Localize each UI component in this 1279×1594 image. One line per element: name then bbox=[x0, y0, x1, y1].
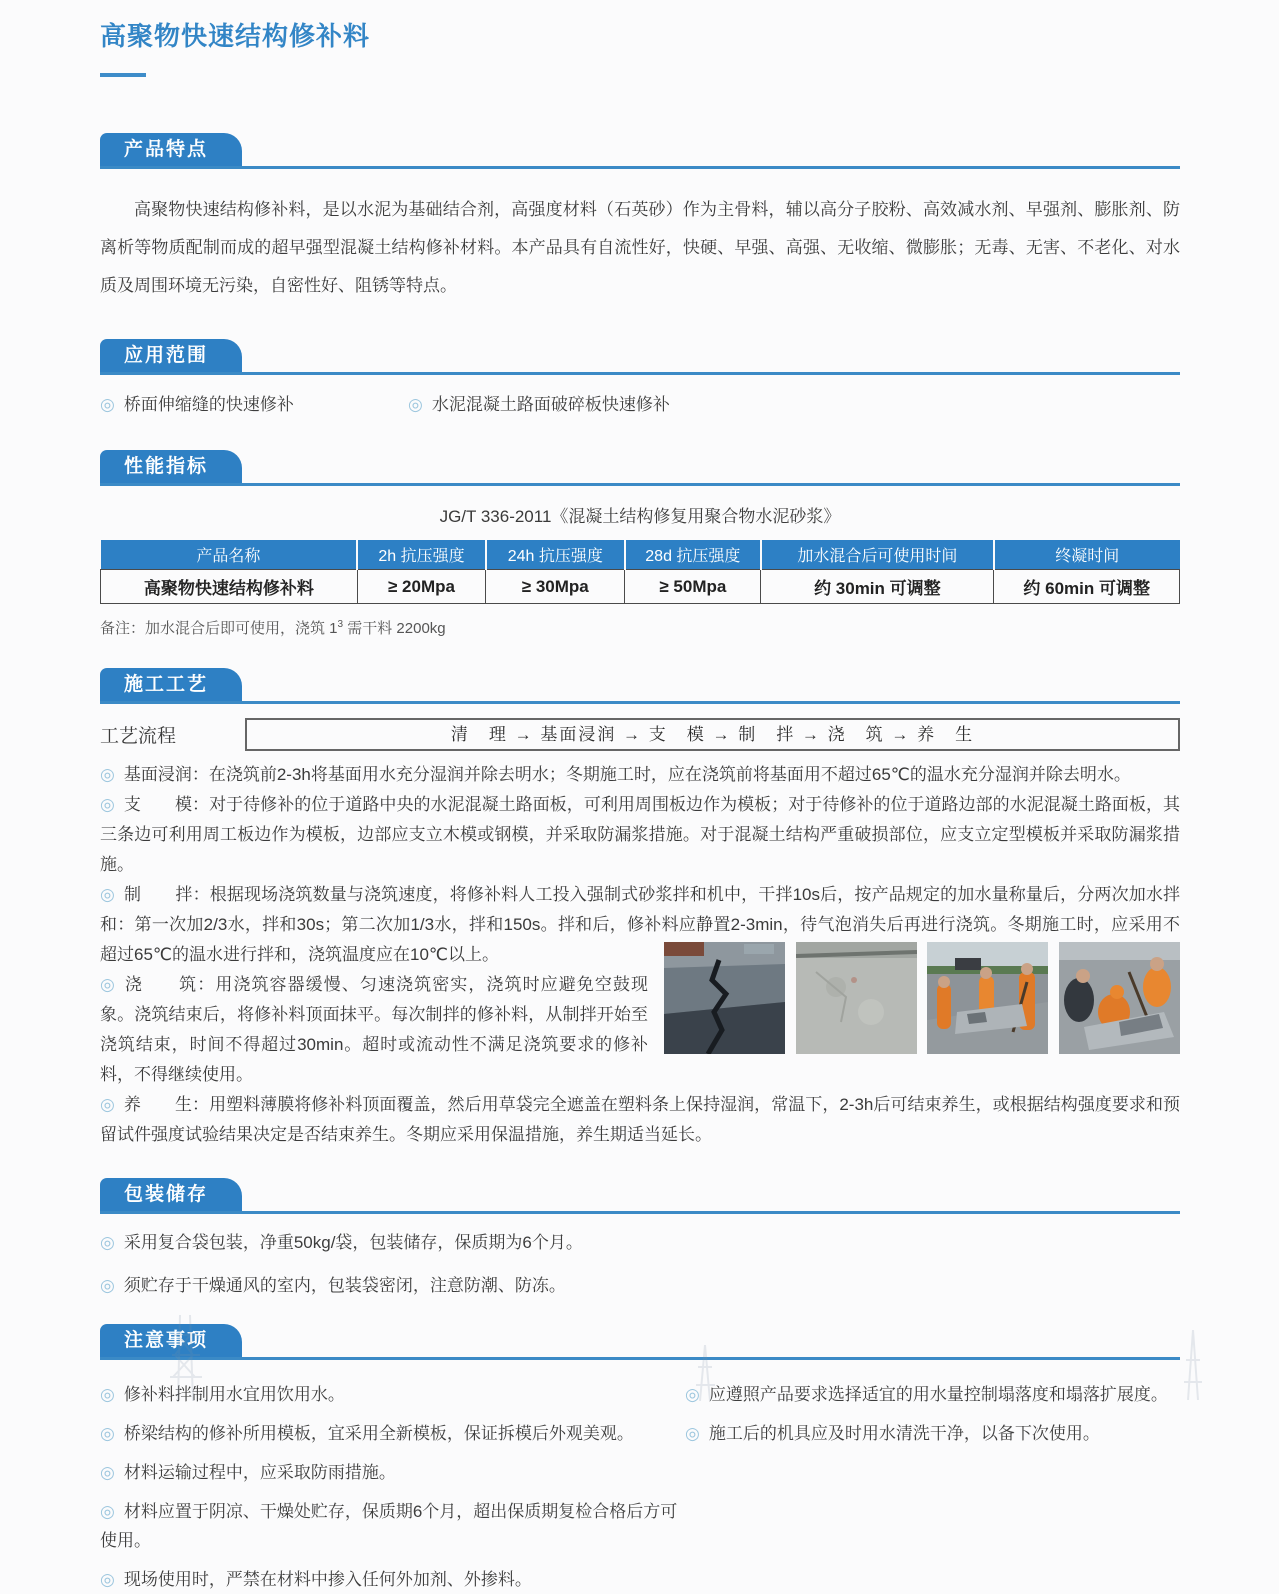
process-step: ◎ 养 生：用塑料薄膜将修补料顶面覆盖，然后用草袋完全遮盖在塑料条上保持湿润，常温下，2-3h后可结束养生，或根据结构强度要求和预留试件强度试验结果决定是否结束养生。冬期应采用保温措施，养生期适当延长。 bbox=[100, 1095, 1181, 1144]
watermark-tower-icon bbox=[1180, 1330, 1206, 1405]
section-heading-application bbox=[100, 339, 1180, 375]
process-flow-row bbox=[100, 718, 1180, 751]
ring-bullet-icon: ◎ bbox=[100, 1095, 115, 1114]
table-note-superscript: 3 bbox=[337, 619, 344, 630]
ring-bullet-icon: ◎ bbox=[100, 885, 115, 904]
table-cell: ≥ 20Mpa bbox=[357, 570, 485, 604]
process-flow-box: 清 理 → 基面浸润 → 支 模 → 制 拌 → 浇 筑 → 养 生 bbox=[245, 718, 1180, 751]
table-cell: ≥ 50Mpa bbox=[625, 570, 761, 604]
note-label: 材料应置于阴凉、干燥处贮存，保质期6个月，超出保质期复检合格后方可使用。 bbox=[100, 1502, 678, 1550]
section-tab-features: 产品特点 bbox=[100, 133, 242, 166]
ring-bullet-icon: ◎ bbox=[100, 1463, 115, 1482]
table-note bbox=[100, 617, 1180, 638]
table-note-text: 需干料 2200kg bbox=[343, 620, 446, 637]
step-text: 对于待修补的位于道路中央的水泥混凝土路面板，可利用周围板边作为模板；对于待修补的位于道路边部的水泥混凝土路面板，其三条边可利用周工板边作为模板，边部应支立木模或钢模，并采取防漏浆措施。对于混凝土结构严重破损部位，应支立定型模板并采取防漏浆措施。 bbox=[100, 795, 1181, 874]
note-label: 桥梁结构的修补所用模板，宜采用全新模板，保证拆模后外观美观。 bbox=[123, 1424, 634, 1443]
notes-right-column bbox=[685, 1370, 1168, 1594]
process-flow-label: 工艺流程 bbox=[100, 726, 177, 747]
note-label: 材料运输过程中，应采取防雨措施。 bbox=[123, 1463, 396, 1482]
ring-bullet-icon: ◎ bbox=[100, 975, 116, 994]
application-item-label: 桥面伸缩缝的快速修补 bbox=[123, 395, 294, 414]
ring-bullet-icon: ◎ bbox=[100, 1502, 115, 1521]
note-label: 应遵照产品要求选择适宜的用水量控制塌落度和塌落扩展度。 bbox=[708, 1385, 1168, 1404]
table-cell: 高聚物快速结构修补料 bbox=[101, 570, 358, 604]
step-label: 制 拌 bbox=[123, 885, 193, 904]
section-heading-process bbox=[100, 668, 1180, 704]
step-label: 养 生 bbox=[123, 1095, 193, 1114]
section-heading-notes bbox=[100, 1324, 1180, 1360]
step-label: 支 模 bbox=[123, 795, 193, 814]
table-row bbox=[101, 570, 1180, 604]
photo-cracked-wet-pavement bbox=[664, 942, 785, 1054]
table-header-cell: 24h 抗压强度 bbox=[486, 540, 625, 570]
list-item bbox=[685, 1419, 1168, 1448]
step-text: 在浇筑前2-3h将基面用水充分湿润并除去明水；冬期施工时，应在浇筑前将基面用不超过65℃的温水充分湿润并除去明水。 bbox=[208, 765, 1131, 784]
storage-item-label: 须贮存于干燥通风的室内，包装袋密闭，注意防潮、防冻。 bbox=[123, 1276, 566, 1295]
ring-bullet-icon: ◎ bbox=[100, 795, 115, 814]
list-item bbox=[100, 1228, 1180, 1257]
ring-bullet-icon: ◎ bbox=[685, 1385, 700, 1404]
section-tab-process: 施工工艺 bbox=[100, 668, 242, 701]
application-items bbox=[100, 390, 1180, 420]
table-cell: ≥ 30Mpa bbox=[486, 570, 625, 604]
section-tab-storage: 包装储存 bbox=[100, 1178, 242, 1211]
photo-cracked-concrete-surface bbox=[796, 942, 917, 1054]
table-note-text: 备注：加水混合后即可使用，浇筑 1 bbox=[100, 620, 338, 637]
table-header-cell: 终凝时间 bbox=[994, 540, 1180, 570]
note-label: 修补料拌制用水宜用饮用水。 bbox=[123, 1385, 345, 1404]
list-item bbox=[408, 390, 670, 420]
table-header-cell: 产品名称 bbox=[101, 540, 358, 570]
table-cell: 约 30min 可调整 bbox=[761, 570, 994, 604]
table-header-cell: 28d 抗压强度 bbox=[625, 540, 761, 570]
list-item bbox=[100, 1419, 685, 1448]
construction-photos bbox=[664, 942, 1180, 1054]
title-underline bbox=[100, 73, 146, 77]
process-steps bbox=[100, 760, 1180, 1150]
process-step: ◎ 基面浸润：在浇筑前2-3h将基面用水充分湿润并除去明水；冬期施工时，应在浇筑前将基面用不超过65℃的温水充分湿润并除去明水。 bbox=[100, 765, 1131, 784]
list-item bbox=[685, 1380, 1168, 1409]
section-tab-application: 应用范围 bbox=[100, 339, 242, 372]
ring-bullet-icon: ◎ bbox=[685, 1424, 700, 1443]
step-text: 根据现场浇筑数量与浇筑速度，将修补料人工投入强制式砂浆拌和机中，干拌10s后，按产品规定的加水量称量后，分两次加水拌和：第一次加2/3水，拌和30s；第二次加1/3水，拌和150s。拌和后，修补料应静置2-3min，待气泡消失后再进行浇筑。冬期施工时，应采用不超过65℃的温水进行拌和，浇筑温度应在10℃以上。 bbox=[100, 885, 1181, 964]
list-item bbox=[100, 1565, 685, 1594]
performance-table bbox=[100, 540, 1180, 604]
ring-bullet-icon: ◎ bbox=[100, 1424, 115, 1443]
list-item bbox=[100, 1458, 685, 1487]
process-step: ◎ 支 模：对于待修补的位于道路中央的水泥混凝土路面板，可利用周围板边作为模板；对于待修补的位于道路边部的水泥混凝土路面板，其三条边可利用周工板边作为模板，边部应支立木模或钢模，并采取防漏浆措施。对于混凝土结构严重破损部位，应支立定型模板并采取防漏浆措施。 bbox=[100, 795, 1181, 874]
ring-bullet-icon: ◎ bbox=[100, 1570, 115, 1589]
section-tab-performance: 性能指标 bbox=[100, 450, 242, 483]
step-label: 基面浸润 bbox=[123, 765, 192, 784]
note-label: 施工后的机具应及时用水清洗干净，以备下次使用。 bbox=[708, 1424, 1100, 1443]
section-heading-features bbox=[100, 133, 1180, 169]
list-item bbox=[100, 390, 408, 420]
table-header-row bbox=[101, 540, 1180, 570]
table-cell: 约 60min 可调整 bbox=[994, 570, 1180, 604]
ring-bullet-icon: ◎ bbox=[100, 765, 115, 784]
list-item bbox=[100, 1497, 685, 1555]
application-item-label: 水泥混凝土路面破碎板快速修补 bbox=[431, 395, 670, 414]
photo-workers-finishing-repair bbox=[1059, 942, 1180, 1054]
step-text: 用塑料薄膜将修补料顶面覆盖，然后用草袋完全遮盖在塑料条上保持湿润，常温下，2-3h后可结束养生，或根据结构强度要求和预留试件强度试验结果决定是否结束养生。冬期应采用保温措施，养生期适当延长。 bbox=[100, 1095, 1181, 1144]
section-heading-storage bbox=[100, 1178, 1180, 1214]
storage-item-label: 采用复合袋包装，净重50kg/袋，包装储存，保质期为6个月。 bbox=[123, 1233, 583, 1252]
ring-bullet-icon: ◎ bbox=[100, 1276, 115, 1295]
ring-bullet-icon: ◎ bbox=[100, 1385, 115, 1404]
features-paragraph: 高聚物快速结构修补料，是以水泥为基础结合剂，高强度材料（石英砂）作为主骨料，辅以高分子胶粉、高效减水剂、早强剂、膨胀剂、防离析等物质配制而成的超早强型混凝土结构修补材料。本产品具有自流性好，快硬、早强、高强、无收缩、微膨胀；无毒、无害、不老化、对水质及周围环境无污染，自密性好、阻锈等特点。 bbox=[100, 200, 1180, 295]
process-step: ◎ 浇 筑：用浇筑容器缓慢、匀速浇筑密实，浇筑时应避免空鼓现象。浇筑结束后，将修补料顶面抹平。每次制拌的修补料，从制拌开始至浇筑结束，时间不得超过30min。超时或流动性不满足浇筑要求的修补料，不得继续使用。 bbox=[100, 975, 649, 1084]
watermark-tower-icon bbox=[160, 1315, 210, 1406]
standard-caption: JG/T 336-2011《混凝土结构修复用聚合物水泥砂浆》 bbox=[439, 507, 841, 526]
photo-workers-pouring-repair bbox=[927, 942, 1048, 1054]
process-step: ◎ 制 拌：根据现场浇筑数量与浇筑速度，将修补料人工投入强制式砂浆拌和机中，干拌10s后，按产品规定的加水量称量后，分两次加水拌和：第一次加2/3水，拌和30s；第二次加1/3水，拌和150s。拌和后，修补料应静置2-3min，待气泡消失后再进行浇筑。冬期施工时，应采用不超过65℃的温水进行拌和，浇筑温度应在10℃以上。 bbox=[100, 885, 1181, 964]
list-item bbox=[100, 1271, 1180, 1300]
watermark-tower-icon bbox=[690, 1345, 720, 1406]
section-heading-performance bbox=[100, 450, 1180, 486]
document-page bbox=[100, 0, 1180, 1594]
section-tab-notes: 注意事项 bbox=[100, 1324, 242, 1357]
ring-bullet-icon: ◎ bbox=[100, 395, 115, 414]
step-label: 浇 筑 bbox=[124, 975, 198, 994]
page-title: 高聚物快速结构修补料 bbox=[100, 21, 371, 51]
step-text: 用浇筑容器缓慢、匀速浇筑密实，浇筑时应避免空鼓现象。浇筑结束后，将修补料顶面抹平。每次制拌的修补料，从制拌开始至浇筑结束，时间不得超过30min。超时或流动性不满足浇筑要求的修补料，不得继续使用。 bbox=[100, 975, 649, 1084]
table-header-cell: 2h 抗压强度 bbox=[357, 540, 485, 570]
note-label: 现场使用时，严禁在材料中掺入任何外加剂、外掺料。 bbox=[123, 1570, 532, 1589]
notes-columns bbox=[100, 1370, 1180, 1594]
ring-bullet-icon: ◎ bbox=[408, 395, 423, 414]
table-header-cell: 加水混合后可使用时间 bbox=[761, 540, 994, 570]
ring-bullet-icon: ◎ bbox=[100, 1233, 115, 1252]
